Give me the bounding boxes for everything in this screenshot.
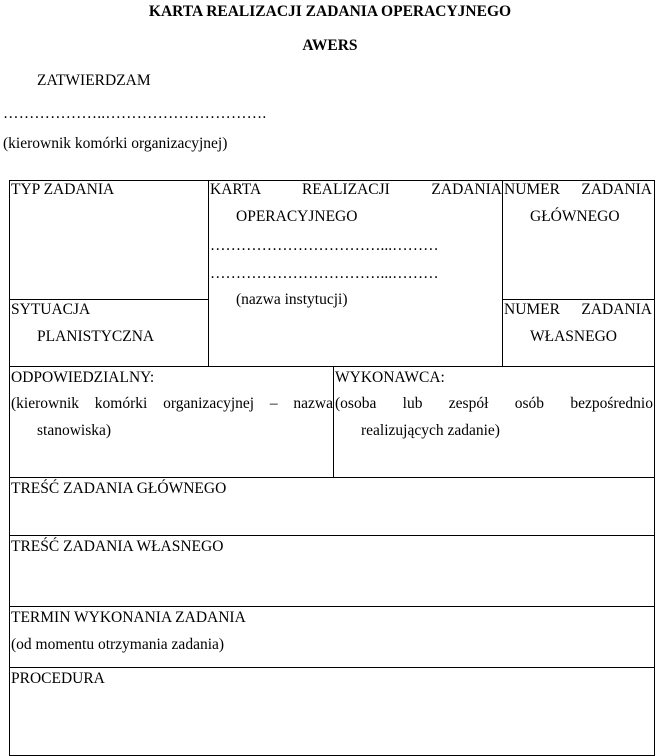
approval-label: ZATWIERDZAM [37, 72, 151, 89]
task-card-table [9, 180, 655, 756]
cell-typ-zadania: TYP ZADANIA [11, 181, 115, 198]
cell-sytuacja-line1: SYTUACJA [11, 301, 91, 318]
cell-numer-glownego-line1: NUMER ZADANIA [504, 181, 652, 198]
cell-tresc-glownego: TREŚĆ ZADANIA GŁÓWNEGO [11, 480, 227, 497]
cell-procedura: PROCEDURA [11, 670, 105, 687]
cell-numer-wlasnego-line1: NUMER ZADANIA [504, 301, 652, 318]
cell-karta-line1: KARTA REALIZACJI ZADANIA [210, 181, 502, 198]
cell-wykonawca-desc-line2: realizujących zadanie) [361, 422, 500, 439]
signature-line: ………………..…………………………. [3, 105, 267, 122]
cell-wykonawca: WYKONAWCA: [335, 369, 445, 386]
institution-dots-1: ……………………………...……… [210, 237, 439, 254]
signature-caption: (kierownik komórki organizacyjnej) [3, 135, 228, 152]
cell-odpowiedzialny: ODPOWIEDZIALNY: [11, 369, 155, 386]
table-border-right [654, 180, 655, 756]
cell-termin-desc: (od momentu otrzymania zadania) [11, 636, 225, 653]
cell-karta-line2: OPERACYJNEGO [236, 208, 358, 225]
cell-sytuacja-line2: PLANISTYCZNA [37, 328, 155, 345]
column-divider [208, 180, 209, 367]
cell-odpowiedzialny-desc-line2: stanowiska) [37, 422, 112, 439]
cell-numer-glownego-line2: GŁÓWNEGO [530, 208, 620, 225]
cell-numer-wlasnego-line2: WŁASNEGO [530, 328, 617, 345]
column-divider [333, 366, 334, 478]
institution-dots-2: ……………………………...……… [210, 265, 439, 282]
cell-odpowiedzialny-desc-line1: (kierownik komórki organizacyjnej – nazwa [11, 395, 333, 412]
cell-tresc-wlasnego: TREŚĆ ZADANIA WŁASNEGO [11, 538, 224, 555]
cell-wykonawca-desc-line1: (osoba lub zespół osób bezpośrednio [335, 395, 653, 412]
document-title: KARTA REALIZACJI ZADANIA OPERACYJNEGO [148, 3, 512, 20]
document-subtitle: AWERS [302, 37, 358, 54]
cell-termin: TERMIN WYKONANIA ZADANIA [11, 609, 246, 626]
column-divider [502, 180, 503, 367]
institution-caption: (nazwa instytucji) [236, 291, 348, 308]
table-border-left [9, 180, 10, 756]
